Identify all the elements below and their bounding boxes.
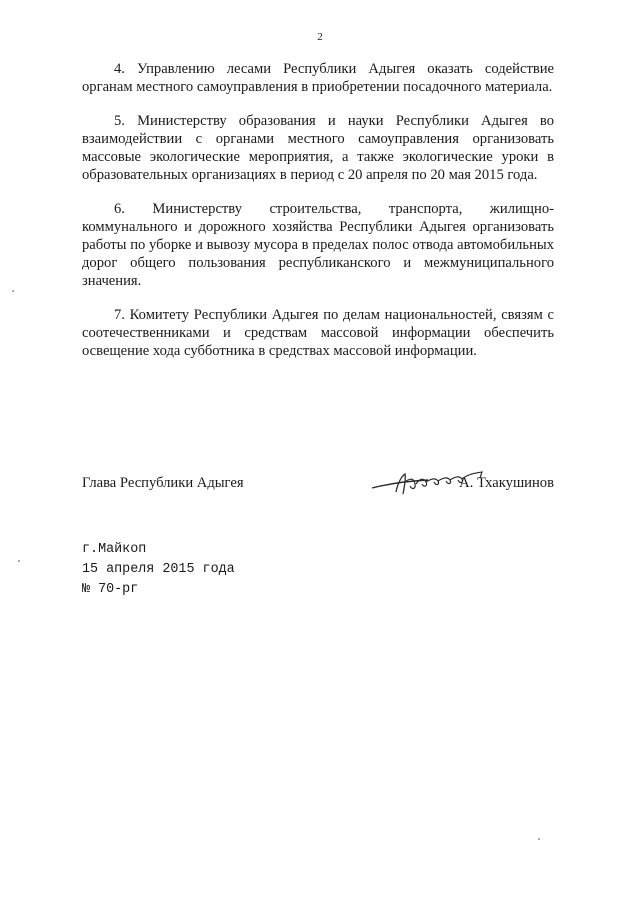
paragraph-4: 4. Управлению лесами Республики Адыгея оказать содействие органам местного самоуправления в приобретении посадочного материала. xyxy=(82,61,554,95)
signature-block xyxy=(82,470,554,500)
signatory-title: Глава Республики Адыгея xyxy=(82,475,244,491)
scan-speck xyxy=(18,560,20,562)
issue-date: 15 апреля 2015 года xyxy=(82,562,235,577)
issue-number: № 70-рг xyxy=(82,582,139,597)
scan-speck xyxy=(538,838,540,840)
document-body xyxy=(82,60,554,376)
scan-speck xyxy=(12,290,14,292)
issue-place: г.Майкоп xyxy=(82,542,147,557)
paragraph-5: 5. Министерству образования и науки Республики Адыгея во взаимодействии с органами местного самоуправления организовать массовые экологические мероприятия, а также экологические уроки в образовательных организациях в период с 20 апреля по 20 мая 2015 года. xyxy=(82,113,554,183)
paragraph-7: 7. Комитету Республики Адыгея по делам национальностей, связям с соотечественниками и средствам массовой информации обеспечить освещение хода субботника в средствах массовой информации. xyxy=(82,307,554,359)
page-number: 2 xyxy=(317,31,323,43)
issue-details xyxy=(82,540,235,600)
paragraph-6: 6. Министерству строительства, транспорта, жилищно-коммунального и дорожного хозяйства Республики Адыгея организовать работы по уборке и вывозу мусора в пределах полос отвода автомобильных дорог общего пользования республиканского и межмуниципального значения. xyxy=(82,201,554,289)
signatory-name: А. Тхакушинов xyxy=(459,475,554,491)
